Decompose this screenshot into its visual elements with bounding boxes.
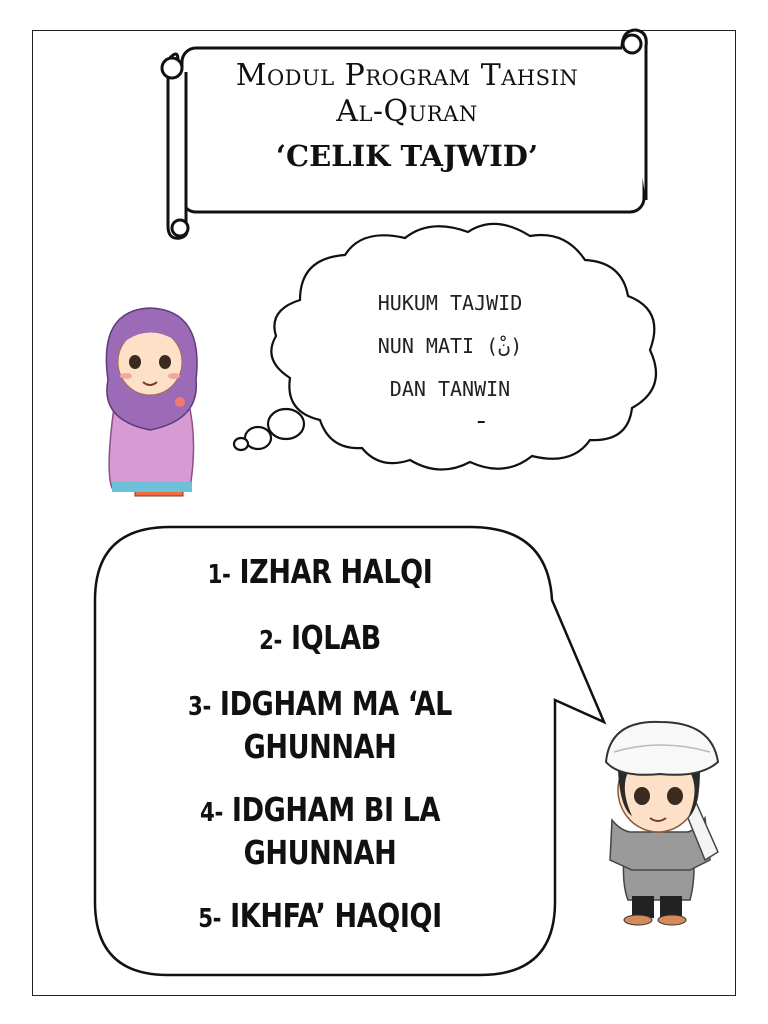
title-line-2: Al-Quran [336,94,478,129]
list-item: 1- IZHAR HALQI [207,552,433,591]
title-line-1: Modul Program Tahsin [235,58,579,93]
boy-character [606,722,718,925]
module-subtitle: ‘CELIK TAJWID’ [275,139,539,173]
list-item: 2- IQLAB [259,618,381,657]
thought-line-1: HUKUM TAJWID [377,291,523,315]
list-item: 4- IDGHAM BI LA GHUNNAH [200,790,440,872]
list-item: 5- IKHFA’ HAQIQI [198,896,442,935]
thought-line-3: DAN TANWIN [389,377,511,401]
list-item: 3- IDGHAM MA ‘AL GHUNNAH [188,684,452,766]
tanwin-mark: ـ [478,404,485,429]
girl-character [106,308,197,496]
thought-line-2: NUN MATI (نْ) [377,334,523,358]
title-block [192,58,622,176]
thought-text [330,282,570,411]
tajwid-rule-list [110,552,530,962]
